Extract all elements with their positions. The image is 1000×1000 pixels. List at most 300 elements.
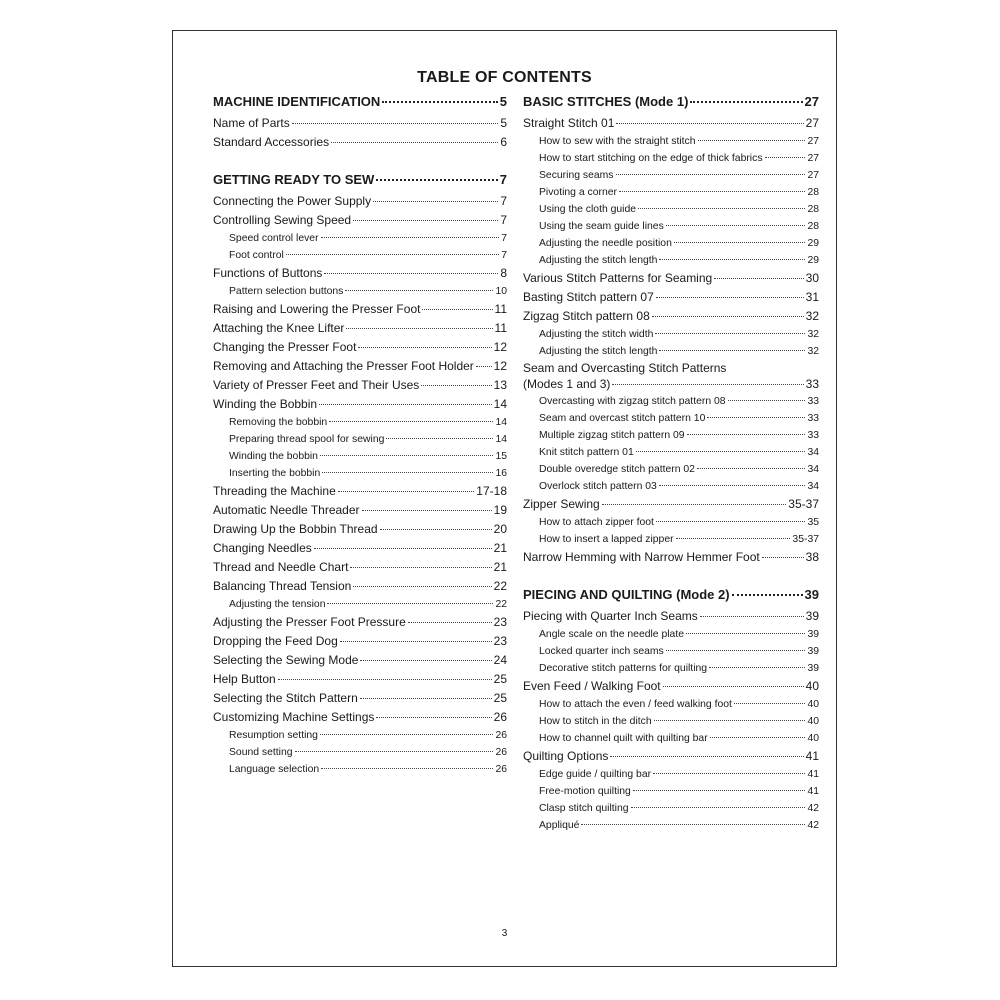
- dot-leader: [321, 237, 500, 238]
- toc-entry-label: BASIC STITCHES (Mode 1): [523, 94, 689, 109]
- toc-subentry[interactable]: [526, 514, 819, 531]
- toc-entry-label: Inserting the bobbin: [229, 468, 321, 479]
- dot-leader: [362, 510, 492, 511]
- toc-entry-label: Clasp stitch quilting: [539, 803, 629, 814]
- dot-leader: [697, 468, 805, 469]
- toc-entry-page: 26: [495, 764, 507, 775]
- toc-entry-page: 17-18: [476, 484, 507, 498]
- toc-entry-label: Basting Stitch pattern 07: [523, 290, 654, 304]
- toc-subentry[interactable]: [526, 410, 819, 427]
- toc-subentry[interactable]: [526, 730, 819, 747]
- dot-leader: [324, 273, 498, 274]
- toc-entry-label: Adjusting the stitch length: [539, 346, 658, 357]
- toc-entry-label: Customizing Machine Settings: [213, 710, 375, 724]
- toc-entry-label: Adjusting the tension: [229, 599, 326, 610]
- toc-entry[interactable]: [213, 338, 507, 357]
- dot-leader: [690, 101, 802, 103]
- dot-leader: [376, 717, 491, 718]
- toc-entry-page: 8: [500, 266, 507, 280]
- toc-entry-label: Using the cloth guide: [539, 204, 637, 215]
- toc-subentry[interactable]: [526, 713, 819, 730]
- toc-section-heading[interactable]: [213, 90, 507, 114]
- dot-leader: [762, 557, 804, 558]
- toc-entry-label: Piecing with Quarter Inch Seams: [523, 609, 698, 623]
- dot-leader: [652, 316, 804, 317]
- toc-entry-page: 32: [807, 346, 819, 357]
- toc-entry-page: 12: [493, 340, 507, 354]
- dot-leader: [353, 220, 498, 221]
- toc-entry-page: 5: [499, 94, 507, 109]
- toc-subentry[interactable]: [526, 626, 819, 643]
- dot-leader: [674, 242, 806, 243]
- toc-entry-label: Edge guide / quilting bar: [539, 769, 652, 780]
- toc-entry-label: Thread and Needle Chart: [213, 560, 349, 574]
- toc-entry-label: Free-motion quilting: [539, 786, 631, 797]
- toc-subentry[interactable]: [216, 465, 507, 482]
- toc-entry-page: 5: [500, 116, 507, 130]
- toc-entry-label: Removing the bobbin: [229, 417, 328, 428]
- toc-subentry[interactable]: [526, 660, 819, 677]
- dot-leader: [421, 385, 491, 386]
- toc-entry-page: 34: [807, 464, 819, 475]
- dot-leader: [319, 404, 492, 405]
- toc-entry-page: 14: [495, 434, 507, 445]
- manual-page: [172, 30, 837, 967]
- toc-entry-label: Preparing thread spool for sewing: [229, 434, 385, 445]
- dot-leader: [633, 790, 806, 791]
- toc-entry-page: 13: [493, 378, 507, 392]
- toc-subentry[interactable]: [526, 783, 819, 800]
- toc-entry-label: Standard Accessories: [213, 135, 330, 149]
- toc-entry-page: 28: [807, 221, 819, 232]
- dot-leader: [380, 529, 492, 530]
- toc-entry-label: Selecting the Sewing Mode: [213, 653, 359, 667]
- toc-entry[interactable]: [213, 708, 507, 727]
- dot-leader: [360, 660, 491, 661]
- toc-entry-page: 39: [807, 646, 819, 657]
- dot-leader: [322, 472, 493, 473]
- toc-entry-label: Automatic Needle Threader: [213, 503, 360, 517]
- toc-entry-page: 40: [807, 716, 819, 727]
- dot-leader: [373, 201, 498, 202]
- toc-entry-label: How to attach the even / feed walking foot: [539, 699, 732, 710]
- toc-entry-page: 38: [805, 550, 819, 564]
- toc-entry-label: Pivoting a corner: [539, 187, 617, 198]
- dot-leader: [382, 101, 497, 103]
- toc-entry[interactable]: [523, 269, 819, 288]
- toc-subentry[interactable]: [526, 184, 819, 201]
- toc-entry[interactable]: [523, 607, 819, 626]
- toc-entry-label: Drawing Up the Bobbin Thread: [213, 522, 378, 536]
- dot-leader: [655, 333, 805, 334]
- toc-subentry[interactable]: [526, 531, 819, 548]
- toc-entry[interactable]: [213, 482, 507, 501]
- toc-subentry[interactable]: [526, 817, 819, 834]
- toc-entry-label: How to start stitching on the edge of thick fabrics: [539, 153, 763, 164]
- dot-leader: [610, 756, 803, 757]
- toc-entry-page: 34: [807, 447, 819, 458]
- toc-entry-page: 32: [805, 309, 819, 323]
- toc-section-heading[interactable]: [523, 90, 819, 114]
- toc-entry-page: 19: [493, 503, 507, 517]
- toc-entry-label: Language selection: [229, 764, 320, 775]
- toc-entry-page: 26: [495, 730, 507, 741]
- dot-leader: [656, 297, 804, 298]
- dot-leader: [619, 191, 805, 192]
- toc-entry[interactable]: [213, 395, 507, 414]
- toc-entry-label: How to channel quilt with quilting bar: [539, 733, 708, 744]
- dot-leader: [612, 384, 803, 385]
- toc-subentry[interactable]: [216, 283, 507, 300]
- dot-leader: [710, 737, 806, 738]
- toc-subentry[interactable]: [526, 326, 819, 343]
- toc-entry-page: 14: [495, 417, 507, 428]
- toc-entry-page: 27: [804, 94, 819, 109]
- toc-entry-label: Double overedge stitch pattern 02: [539, 464, 695, 475]
- toc-entry[interactable]: [523, 495, 819, 514]
- dot-leader: [654, 720, 806, 721]
- toc-entry-label: (Modes 1 and 3): [523, 377, 611, 391]
- dot-leader: [321, 768, 493, 769]
- dot-leader: [376, 179, 497, 181]
- toc-entry-label: Adjusting the stitch length: [539, 255, 658, 266]
- toc-entry-label: Decorative stitch patterns for quilting: [539, 663, 708, 674]
- toc-entry-page: 27: [807, 170, 819, 181]
- dot-leader: [346, 328, 492, 329]
- toc-entry-page: 27: [807, 153, 819, 164]
- dot-leader: [422, 309, 492, 310]
- toc-entry-page: 39: [805, 609, 819, 623]
- toc-left-column: [213, 90, 507, 778]
- section-spacer: [523, 567, 819, 583]
- toc-section-heading[interactable]: [213, 168, 507, 192]
- toc-entry-page: 40: [805, 679, 819, 693]
- toc-entry-page: 39: [807, 629, 819, 640]
- toc-entry[interactable]: [213, 211, 507, 230]
- toc-entry-page: 40: [807, 733, 819, 744]
- toc-entry[interactable]: [213, 357, 507, 376]
- toc-entry[interactable]: [213, 558, 507, 577]
- toc-entry[interactable]: [523, 548, 819, 567]
- toc-entry-label: Pattern selection buttons: [229, 286, 344, 297]
- toc-entry-page: 21: [493, 560, 507, 574]
- toc-entry-page: 27: [805, 116, 819, 130]
- toc-entry[interactable]: [213, 264, 507, 283]
- toc-entry-page: 32: [807, 329, 819, 340]
- toc-entry-label: Zipper Sewing: [523, 497, 600, 511]
- dot-leader: [278, 679, 492, 680]
- toc-entry-label: Sound setting: [229, 747, 293, 758]
- toc-subentry[interactable]: [526, 696, 819, 713]
- dot-leader: [663, 686, 804, 687]
- toc-entry-label: Attaching the Knee Lifter: [213, 321, 345, 335]
- toc-entry-label: How to sew with the straight stitch: [539, 136, 696, 147]
- toc-entry-page: 7: [499, 172, 507, 187]
- toc-right-column: [523, 90, 819, 834]
- dot-leader: [616, 174, 806, 175]
- dot-leader: [386, 438, 493, 439]
- toc-entry-label: Even Feed / Walking Foot: [523, 679, 661, 693]
- toc-entry-page: 11: [494, 321, 507, 335]
- toc-subentry[interactable]: [526, 444, 819, 461]
- toc-entry-page: 25: [493, 691, 507, 705]
- toc-entry-label: Overcasting with zigzag stitch pattern 08: [539, 396, 726, 407]
- toc-entry[interactable]: [523, 114, 819, 133]
- toc-entry-label: Adjusting the stitch width: [539, 329, 654, 340]
- toc-entry-page: 27: [807, 136, 819, 147]
- toc-entry-page: 29: [807, 238, 819, 249]
- dot-leader: [358, 347, 491, 348]
- toc-subentry[interactable]: [526, 478, 819, 495]
- toc-entry-label: Dropping the Feed Dog: [213, 634, 338, 648]
- toc-entry-page: 33: [807, 413, 819, 424]
- toc-entry-label: Connecting the Power Supply: [213, 194, 372, 208]
- toc-entry[interactable]: [213, 133, 507, 152]
- toc-entry[interactable]: [523, 747, 819, 766]
- toc-subentry[interactable]: [216, 431, 507, 448]
- dot-leader: [653, 773, 805, 774]
- toc-entry-page: 31: [805, 290, 819, 304]
- toc-entry-label: Appliqué: [539, 820, 580, 831]
- toc-entry-label: Threading the Machine: [213, 484, 336, 498]
- toc-entry-page: 26: [495, 747, 507, 758]
- dot-leader: [656, 521, 806, 522]
- dot-leader: [659, 485, 806, 486]
- toc-subentry[interactable]: [526, 133, 819, 150]
- toc-entry[interactable]: [213, 501, 507, 520]
- dot-leader: [327, 603, 493, 604]
- dot-leader: [476, 366, 492, 367]
- toc-entry-label: PIECING AND QUILTING (Mode 2): [523, 587, 730, 602]
- toc-entry-page: 41: [807, 769, 819, 780]
- toc-entry-page: 33: [807, 396, 819, 407]
- toc-entry[interactable]: [213, 670, 507, 689]
- toc-entry-label: Quilting Options: [523, 749, 609, 763]
- toc-entry-page: 40: [807, 699, 819, 710]
- toc-entry[interactable]: [213, 520, 507, 539]
- toc-entry[interactable]: [213, 376, 507, 395]
- toc-subentry[interactable]: [216, 247, 507, 264]
- toc-subentry[interactable]: [216, 744, 507, 761]
- dot-leader: [631, 807, 806, 808]
- toc-entry-page: 23: [493, 615, 507, 629]
- toc-entry-label: Controlling Sewing Speed: [213, 213, 352, 227]
- toc-subentry[interactable]: [526, 150, 819, 167]
- toc-entry[interactable]: [523, 677, 819, 696]
- dot-leader: [581, 824, 805, 825]
- toc-entry[interactable]: [213, 577, 507, 596]
- toc-entry-page: 14: [493, 397, 507, 411]
- dot-leader: [350, 567, 491, 568]
- toc-subentry[interactable]: [526, 393, 819, 410]
- toc-entry-page: 12: [493, 359, 507, 373]
- toc-entry-page: 23: [493, 634, 507, 648]
- toc-entry-label: Zigzag Stitch pattern 08: [523, 309, 650, 323]
- toc-entry-label: Adjusting the needle position: [539, 238, 672, 249]
- toc-entry[interactable]: [213, 192, 507, 211]
- toc-entry-page: 24: [493, 653, 507, 667]
- toc-entry-label: Overlock stitch pattern 03: [539, 481, 657, 492]
- toc-subentry[interactable]: [526, 427, 819, 444]
- toc-entry[interactable]: [213, 300, 507, 319]
- toc-subentry[interactable]: [526, 800, 819, 817]
- toc-subentry[interactable]: [526, 252, 819, 269]
- toc-subentry[interactable]: [526, 643, 819, 660]
- toc-entry[interactable]: [213, 613, 507, 632]
- toc-entry-page: 33: [807, 430, 819, 441]
- toc-entry[interactable]: [213, 632, 507, 651]
- toc-subentry[interactable]: [526, 461, 819, 478]
- dot-leader: [295, 751, 494, 752]
- toc-entry-page: 10: [495, 286, 507, 297]
- toc-entry-label: Adjusting the Presser Foot Pressure: [213, 615, 406, 629]
- toc-entry-label: Changing Needles: [213, 541, 312, 555]
- toc-entry-page: 22: [495, 599, 507, 610]
- dot-leader: [687, 434, 806, 435]
- toc-subentry[interactable]: [526, 343, 819, 360]
- toc-entry[interactable]: [523, 288, 819, 307]
- toc-entry-page: 15: [495, 451, 507, 462]
- toc-entry-page: 42: [807, 820, 819, 831]
- toc-entry-page: 35-37: [788, 497, 819, 511]
- toc-entry-page: 11: [494, 302, 507, 316]
- dot-leader: [353, 586, 491, 587]
- toc-entry-label: Seam and overcast stitch pattern 10: [539, 413, 706, 424]
- toc-entry-page: 28: [807, 204, 819, 215]
- dot-leader: [709, 667, 805, 668]
- toc-entry-page: 26: [493, 710, 507, 724]
- toc-subentry[interactable]: [526, 235, 819, 252]
- dot-leader: [638, 208, 805, 209]
- dot-leader: [700, 616, 804, 617]
- dot-leader: [676, 538, 791, 539]
- toc-entry-label: Securing seams: [539, 170, 614, 181]
- toc-entry-label: Speed control lever: [229, 233, 319, 244]
- toc-entry-page: 16: [495, 468, 507, 479]
- toc-entry[interactable]: [213, 319, 507, 338]
- toc-entry-page: 29: [807, 255, 819, 266]
- toc-subentry[interactable]: [526, 766, 819, 783]
- dot-leader: [765, 157, 806, 158]
- toc-entry-page: 7: [501, 250, 507, 261]
- dot-leader: [408, 622, 492, 623]
- toc-entry-label: Help Button: [213, 672, 276, 686]
- toc-entry[interactable]: [213, 689, 507, 708]
- toc-entry-page: 41: [807, 786, 819, 797]
- toc-subentry[interactable]: [216, 448, 507, 465]
- toc-multiline-entry[interactable]: [523, 360, 819, 393]
- dot-leader: [360, 698, 492, 699]
- dot-leader: [286, 254, 499, 255]
- dot-leader: [320, 734, 493, 735]
- toc-entry-label: MACHINE IDENTIFICATION: [213, 94, 381, 109]
- toc-entry-label: How to attach zipper foot: [539, 517, 654, 528]
- dot-leader: [659, 350, 805, 351]
- toc-section-heading[interactable]: [523, 583, 819, 607]
- toc-entry[interactable]: [213, 114, 507, 133]
- toc-entry[interactable]: [213, 651, 507, 670]
- toc-entry-page: 30: [805, 271, 819, 285]
- toc-entry-label: Knit stitch pattern 01: [539, 447, 634, 458]
- toc-entry-label: Raising and Lowering the Presser Foot: [213, 302, 421, 316]
- toc-entry-label: Multiple zigzag stitch pattern 09: [539, 430, 685, 441]
- toc-entry-page: 41: [805, 749, 819, 763]
- dot-leader: [636, 451, 806, 452]
- toc-subentry[interactable]: [216, 727, 507, 744]
- section-spacer: [213, 152, 507, 168]
- toc-subentry[interactable]: [526, 201, 819, 218]
- toc-entry-label: Name of Parts: [213, 116, 290, 130]
- toc-entry-page: 20: [493, 522, 507, 536]
- toc-entry-page: 42: [807, 803, 819, 814]
- toc-entry-label: Using the seam guide lines: [539, 221, 664, 232]
- toc-entry-page: 7: [500, 213, 507, 227]
- toc-subentry[interactable]: [216, 414, 507, 431]
- toc-subentry[interactable]: [216, 596, 507, 613]
- toc-entry-label: Resumption setting: [229, 730, 318, 741]
- toc-subentry[interactable]: [526, 218, 819, 235]
- dot-leader: [345, 290, 493, 291]
- dot-leader: [340, 641, 492, 642]
- toc-entry-label: Various Stitch Patterns for Seaming: [523, 271, 713, 285]
- toc-entry-page: 35-37: [792, 534, 819, 545]
- toc-entry-page: 25: [493, 672, 507, 686]
- dot-leader: [331, 142, 498, 143]
- toc-entry-page: 34: [807, 481, 819, 492]
- dot-leader: [734, 703, 806, 704]
- toc-entry-page: 39: [807, 663, 819, 674]
- toc-entry-label: How to stitch in the ditch: [539, 716, 652, 727]
- toc-subentry[interactable]: [216, 230, 507, 247]
- toc-entry-label: Winding the bobbin: [229, 451, 318, 462]
- toc-entry-page: 21: [493, 541, 507, 555]
- page-title: TABLE OF CONTENTS: [417, 69, 592, 86]
- toc-entry-label: Removing and Attaching the Presser Foot Holder: [213, 359, 474, 373]
- toc-entry-label: Narrow Hemming with Narrow Hemmer Foot: [523, 550, 760, 564]
- toc-entry-label: Winding the Bobbin: [213, 397, 318, 411]
- dot-leader: [666, 650, 806, 651]
- toc-entry[interactable]: [523, 307, 819, 326]
- toc-entry-label: Angle scale on the needle plate: [539, 629, 685, 640]
- toc-entry-label: Locked quarter inch seams: [539, 646, 664, 657]
- toc-entry-label: Balancing Thread Tension: [213, 579, 352, 593]
- toc-subentry[interactable]: [216, 761, 507, 778]
- dot-leader: [666, 225, 806, 226]
- toc-entry-page: 7: [501, 233, 507, 244]
- toc-entry-label: Variety of Presser Feet and Their Uses: [213, 378, 420, 392]
- toc-entry-page: 33: [805, 377, 819, 391]
- dot-leader: [714, 278, 803, 279]
- toc-entry-page: 22: [493, 579, 507, 593]
- toc-entry-page: 6: [500, 135, 507, 149]
- toc-entry-label: Selecting the Stitch Pattern: [213, 691, 358, 705]
- dot-leader: [616, 123, 803, 124]
- dot-leader: [659, 259, 805, 260]
- dot-leader: [707, 417, 805, 418]
- toc-entry-label-line: Seam and Overcasting Stitch Patterns: [523, 361, 727, 375]
- toc-subentry[interactable]: [526, 167, 819, 184]
- dot-leader: [338, 491, 475, 492]
- toc-entry-label: Straight Stitch 01: [523, 116, 615, 130]
- dot-leader: [320, 455, 493, 456]
- dot-leader: [292, 123, 499, 124]
- dot-leader: [698, 140, 806, 141]
- dot-leader: [314, 548, 492, 549]
- toc-entry[interactable]: [213, 539, 507, 558]
- dot-leader: [686, 633, 805, 634]
- dot-leader: [728, 400, 806, 401]
- toc-entry-page: 7: [500, 194, 507, 208]
